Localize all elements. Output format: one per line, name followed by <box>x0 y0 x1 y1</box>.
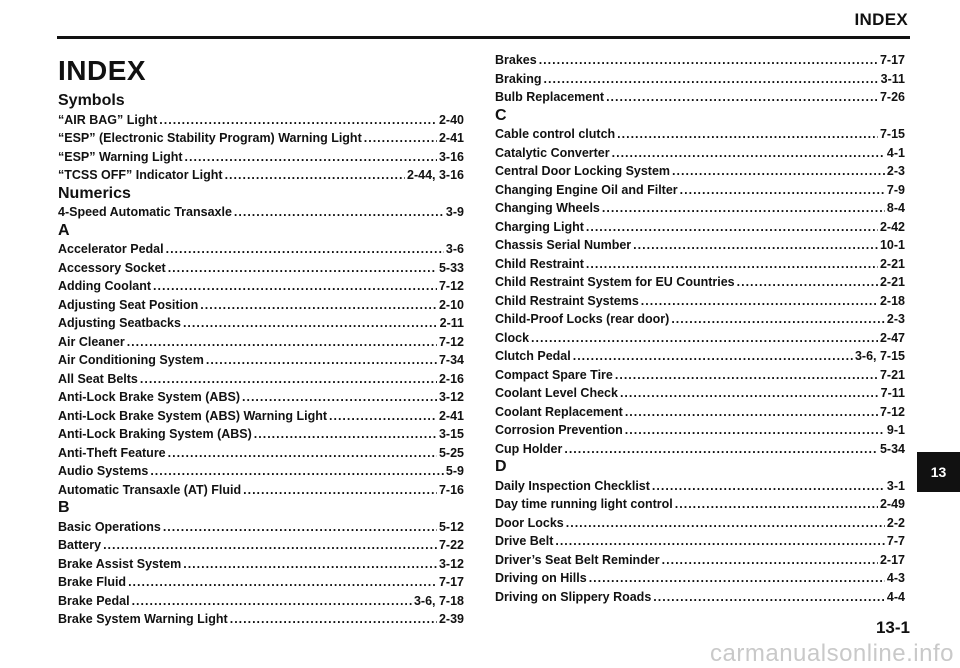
dot-leader <box>573 347 853 366</box>
dot-leader <box>652 477 885 496</box>
entry-label: Central Door Locking System <box>495 164 671 178</box>
dot-leader <box>671 310 885 329</box>
entry-page-ref[interactable]: 2-21 <box>879 256 905 271</box>
entry-label: Braking <box>495 71 542 86</box>
entry-page-ref[interactable]: 3-1 <box>886 478 905 493</box>
entry-page-ref[interactable]: 8-4 <box>886 201 905 215</box>
left-sections <box>58 92 464 629</box>
dot-leader <box>617 125 878 144</box>
entry-label: Cup Holder <box>495 441 563 456</box>
entry-label: Changing Engine Oil and Filter <box>495 182 678 197</box>
dot-leader <box>641 292 878 311</box>
entry-page-ref[interactable]: 7-16 <box>438 482 464 497</box>
entry-page-ref[interactable]: 7-34 <box>438 353 464 367</box>
dot-leader <box>230 610 437 629</box>
entry-label: Accelerator Pedal <box>58 242 164 256</box>
entry-label: Catalytic Converter <box>495 145 610 160</box>
dot-leader <box>329 407 437 426</box>
index-entry[interactable] <box>58 166 464 185</box>
dot-leader <box>589 569 885 588</box>
entry-label: Clutch Pedal <box>495 349 571 363</box>
entry-page-ref[interactable]: 2-3 <box>886 164 905 178</box>
entry-page-ref[interactable]: 3-6, 7-15 <box>854 349 905 363</box>
entry-page-ref[interactable]: 2-21 <box>879 275 905 289</box>
entry-label: Coolant Replacement <box>495 404 623 419</box>
dot-leader <box>225 166 405 185</box>
index-entry[interactable] <box>58 240 464 259</box>
index-entry[interactable] <box>495 347 905 366</box>
entry-page-ref[interactable]: 7-9 <box>886 182 905 197</box>
entry-label: Battery <box>58 538 102 552</box>
entry-label: “ESP” (Electronic Stability Program) Warning Light <box>58 131 362 145</box>
index-entry[interactable] <box>495 218 905 237</box>
entry-label: 4-Speed Automatic Transaxle <box>58 205 232 219</box>
entry-label: Child-Proof Locks (rear door) <box>495 312 670 326</box>
index-entry[interactable] <box>58 296 464 315</box>
dot-leader <box>242 388 437 407</box>
entry-label: Clock <box>495 330 530 345</box>
entry-page-ref[interactable]: 7-17 <box>879 53 905 67</box>
entry-label: Driving on Hills <box>495 571 587 585</box>
index-title: INDEX <box>58 55 147 86</box>
dot-leader <box>166 240 444 259</box>
entry-label: Charging Light <box>495 219 584 234</box>
entry-label: Brake System Warning Light <box>58 612 228 626</box>
dot-leader <box>163 518 437 537</box>
dot-leader <box>185 148 437 167</box>
entry-label: Driver’s Seat Belt Reminder <box>495 552 660 567</box>
dot-leader <box>586 255 878 274</box>
dot-leader <box>633 236 878 255</box>
entry-page-ref[interactable]: 7-22 <box>438 538 464 552</box>
dot-leader <box>737 273 878 292</box>
index-entry[interactable] <box>495 551 905 570</box>
entry-label: All Seat Belts <box>58 371 138 386</box>
entry-label: Compact Spare Tire <box>495 367 613 382</box>
index-entry[interactable] <box>495 70 905 89</box>
entry-page-ref[interactable]: 2-49 <box>879 497 905 511</box>
index-entry[interactable] <box>58 314 464 333</box>
entry-page-ref[interactable]: 7-15 <box>879 127 905 141</box>
dot-leader <box>234 203 444 222</box>
entry-page-ref[interactable]: 4-4 <box>886 589 905 604</box>
index-entry[interactable] <box>495 532 905 551</box>
dot-leader <box>153 277 437 296</box>
dot-leader <box>168 444 437 463</box>
entry-page-ref[interactable]: 2-10 <box>438 297 464 312</box>
index-entry[interactable] <box>58 610 464 629</box>
dot-leader <box>555 532 885 551</box>
entry-page-ref[interactable]: 2-11 <box>439 316 464 330</box>
dot-leader <box>127 333 437 352</box>
entry-label: Audio Systems <box>58 464 149 478</box>
index-entry[interactable] <box>495 495 905 514</box>
dot-leader <box>672 162 885 181</box>
index-entry[interactable] <box>58 259 464 278</box>
entry-label: Basic Operations <box>58 519 161 534</box>
index-entry[interactable] <box>58 425 464 444</box>
index-entry[interactable] <box>495 199 905 218</box>
entry-page-ref[interactable]: 4-3 <box>886 571 905 585</box>
entry-label: Automatic Transaxle (AT) Fluid <box>58 482 242 497</box>
dot-leader <box>128 573 437 592</box>
entry-page-ref[interactable]: 3-9 <box>445 205 464 219</box>
entry-label: Child Restraint <box>495 256 584 271</box>
index-entry[interactable] <box>495 403 905 422</box>
entry-label: Adjusting Seatbacks <box>58 316 181 330</box>
entry-page-ref[interactable]: 3-6, 7-18 <box>413 593 464 608</box>
entry-label: Anti-Lock Brake System (ABS) <box>58 390 240 404</box>
section-heading: D <box>495 458 507 475</box>
index-entry[interactable] <box>495 162 905 181</box>
index-entry[interactable] <box>58 370 464 389</box>
entry-page-ref[interactable]: 7-26 <box>879 90 905 104</box>
entry-page-ref[interactable]: 2-16 <box>438 371 464 386</box>
right-column <box>495 51 905 606</box>
dot-leader <box>564 440 878 459</box>
dot-leader <box>539 51 878 70</box>
entry-label: Adjusting Seat Position <box>58 297 199 312</box>
index-entry[interactable] <box>495 569 905 588</box>
entry-page-ref[interactable]: 4-1 <box>886 145 905 160</box>
section-heading: Numerics <box>58 184 131 202</box>
dot-leader <box>140 370 437 389</box>
entry-label: Child Restraint Systems <box>495 293 639 308</box>
entry-label: Child Restraint System for EU Countries <box>495 275 735 289</box>
entry-label: Accessory Socket <box>58 260 166 275</box>
entry-label: Cable control clutch <box>495 127 616 141</box>
dot-leader <box>243 481 437 500</box>
dot-leader <box>566 514 885 533</box>
dot-leader <box>168 259 437 278</box>
index-entry[interactable] <box>495 88 905 107</box>
entry-page-ref[interactable]: 7-7 <box>886 534 905 548</box>
dot-leader <box>606 88 878 107</box>
entry-page-ref[interactable]: 3-6 <box>445 242 464 256</box>
index-entry[interactable] <box>495 292 905 311</box>
entry-page-ref[interactable]: 3-16 <box>438 149 464 164</box>
index-entry[interactable] <box>58 555 464 574</box>
entry-label: Anti-Theft Feature <box>58 445 166 460</box>
entry-page-ref[interactable]: 5-12 <box>438 519 464 534</box>
dot-leader <box>612 144 885 163</box>
entry-page-ref[interactable]: 9-1 <box>886 423 905 437</box>
index-entry[interactable] <box>495 366 905 385</box>
page-number: 13-1 <box>875 618 910 637</box>
entry-page-ref[interactable]: 2-17 <box>879 552 905 567</box>
entry-label: Anti-Lock Braking System (ABS) <box>58 427 252 441</box>
entry-page-ref[interactable]: 3-12 <box>438 390 464 404</box>
entry-page-ref[interactable]: 7-11 <box>880 386 905 400</box>
index-entry[interactable] <box>495 51 905 70</box>
index-entry[interactable] <box>495 384 905 403</box>
entry-label: Daily Inspection Checklist <box>495 478 650 493</box>
entry-page-ref[interactable]: 2-2 <box>886 515 905 530</box>
index-entry[interactable] <box>58 518 464 537</box>
index-entry[interactable] <box>58 407 464 426</box>
dot-leader <box>200 296 437 315</box>
entry-page-ref[interactable]: 2-40 <box>438 112 464 127</box>
dot-leader <box>364 129 437 148</box>
entry-page-ref[interactable]: 7-17 <box>438 575 464 589</box>
section-heading: Symbols <box>58 92 125 109</box>
index-entry[interactable] <box>58 277 464 296</box>
dot-leader <box>586 218 878 237</box>
dot-leader <box>680 181 885 200</box>
entry-label: Brake Fluid <box>58 575 127 589</box>
dot-leader <box>254 425 437 444</box>
index-entry[interactable] <box>495 588 905 607</box>
left-column <box>58 50 464 629</box>
entry-label: Day time running light control <box>495 497 673 511</box>
entry-label: Anti-Lock Brake System (ABS) Warning Light <box>58 408 328 423</box>
entry-page-ref[interactable]: 5-25 <box>438 445 464 460</box>
index-entry[interactable] <box>495 273 905 292</box>
chapter-tab[interactable]: 13 <box>917 452 960 492</box>
index-entry[interactable] <box>495 440 905 459</box>
index-entry[interactable] <box>58 536 464 555</box>
entry-page-ref[interactable]: 2-39 <box>438 612 464 626</box>
entry-label: Door Locks <box>495 515 564 530</box>
entry-page-ref[interactable]: 5-33 <box>438 260 464 275</box>
index-entry[interactable] <box>495 125 905 144</box>
entry-label: Chassis Serial Number <box>495 238 632 252</box>
index-entry[interactable] <box>58 333 464 352</box>
index-entry[interactable] <box>495 236 905 255</box>
dot-leader <box>150 462 444 481</box>
dot-leader <box>183 555 437 574</box>
watermark: carmanualsonline.info <box>710 640 954 667</box>
entry-label: Bulb Replacement <box>495 90 605 104</box>
dot-leader <box>675 495 878 514</box>
dot-leader <box>615 366 878 385</box>
entry-page-ref[interactable]: 3-11 <box>880 71 905 86</box>
index-entry[interactable] <box>495 329 905 348</box>
index-entry[interactable] <box>58 444 464 463</box>
header-rule <box>57 36 910 39</box>
entry-page-ref[interactable]: 7-12 <box>438 279 464 293</box>
entry-page-ref[interactable]: 2-41 <box>438 131 464 145</box>
index-entry[interactable] <box>495 421 905 440</box>
entry-label: Brake Assist System <box>58 556 182 571</box>
entry-page-ref[interactable]: 2-18 <box>879 293 905 308</box>
dot-leader <box>620 384 879 403</box>
entry-label: Brakes <box>495 53 537 67</box>
entry-label: Coolant Level Check <box>495 386 618 400</box>
entry-page-ref[interactable]: 7-12 <box>879 404 905 419</box>
index-entry[interactable] <box>58 388 464 407</box>
dot-leader <box>625 421 885 440</box>
entry-label: Drive Belt <box>495 534 554 548</box>
index-entry[interactable] <box>58 481 464 500</box>
dot-leader <box>531 329 878 348</box>
dot-leader <box>103 536 437 555</box>
index-entry[interactable] <box>58 148 464 167</box>
dot-leader <box>602 199 885 218</box>
index-entry[interactable] <box>58 351 464 370</box>
dot-leader <box>206 351 437 370</box>
entry-page-ref[interactable]: 5-34 <box>879 441 905 456</box>
index-entry[interactable] <box>495 255 905 274</box>
index-entry[interactable] <box>58 573 464 592</box>
entry-page-ref[interactable]: 5-9 <box>445 464 464 478</box>
entry-label: “TCSS OFF” Indicator Light <box>58 168 223 182</box>
entry-label: “AIR BAG” Light <box>58 112 158 127</box>
index-entry[interactable] <box>58 129 464 148</box>
dot-leader <box>653 588 885 607</box>
entry-page-ref[interactable]: 2-42 <box>879 219 905 234</box>
entry-page-ref[interactable]: 10-1 <box>879 238 905 252</box>
dot-leader <box>662 551 878 570</box>
entry-page-ref[interactable]: 2-47 <box>879 330 905 345</box>
section-heading: C <box>495 106 507 124</box>
entry-page-ref[interactable]: 2-44, 3-16 <box>407 168 464 182</box>
index-entry[interactable] <box>58 592 464 611</box>
index-entry[interactable] <box>495 310 905 329</box>
entry-label: Driving on Slippery Roads <box>495 589 652 604</box>
entry-label: Adding Coolant <box>58 279 152 293</box>
entry-label: Brake Pedal <box>58 593 130 608</box>
entry-page-ref[interactable]: 3-12 <box>438 556 464 571</box>
entry-page-ref[interactable]: 2-41 <box>438 408 464 423</box>
right-sections <box>495 51 905 606</box>
dot-leader <box>544 70 879 89</box>
section-heading: A <box>58 221 70 239</box>
dot-leader <box>159 111 437 130</box>
entry-page-ref[interactable]: 2-3 <box>886 312 905 326</box>
index-entry[interactable] <box>58 111 464 130</box>
entry-label: “ESP” Warning Light <box>58 149 183 164</box>
dot-leader <box>625 403 878 422</box>
entry-label: Changing Wheels <box>495 201 600 215</box>
entry-page-ref[interactable]: 7-21 <box>879 367 905 382</box>
entry-label: Air Conditioning System <box>58 353 204 367</box>
index-entry[interactable] <box>495 477 905 496</box>
index-entry[interactable] <box>495 514 905 533</box>
dot-leader <box>132 592 412 611</box>
entry-page-ref[interactable]: 7-12 <box>438 334 464 349</box>
dot-leader <box>183 314 438 333</box>
index-entry[interactable] <box>495 144 905 163</box>
entry-label: Corrosion Prevention <box>495 423 623 437</box>
index-entry[interactable] <box>495 181 905 200</box>
section-heading: B <box>58 499 70 516</box>
entry-page-ref[interactable]: 3-15 <box>438 427 464 441</box>
index-entry[interactable] <box>58 462 464 481</box>
index-entry[interactable] <box>58 203 464 222</box>
entry-label: Air Cleaner <box>58 334 125 349</box>
running-header-title: INDEX <box>854 10 908 29</box>
